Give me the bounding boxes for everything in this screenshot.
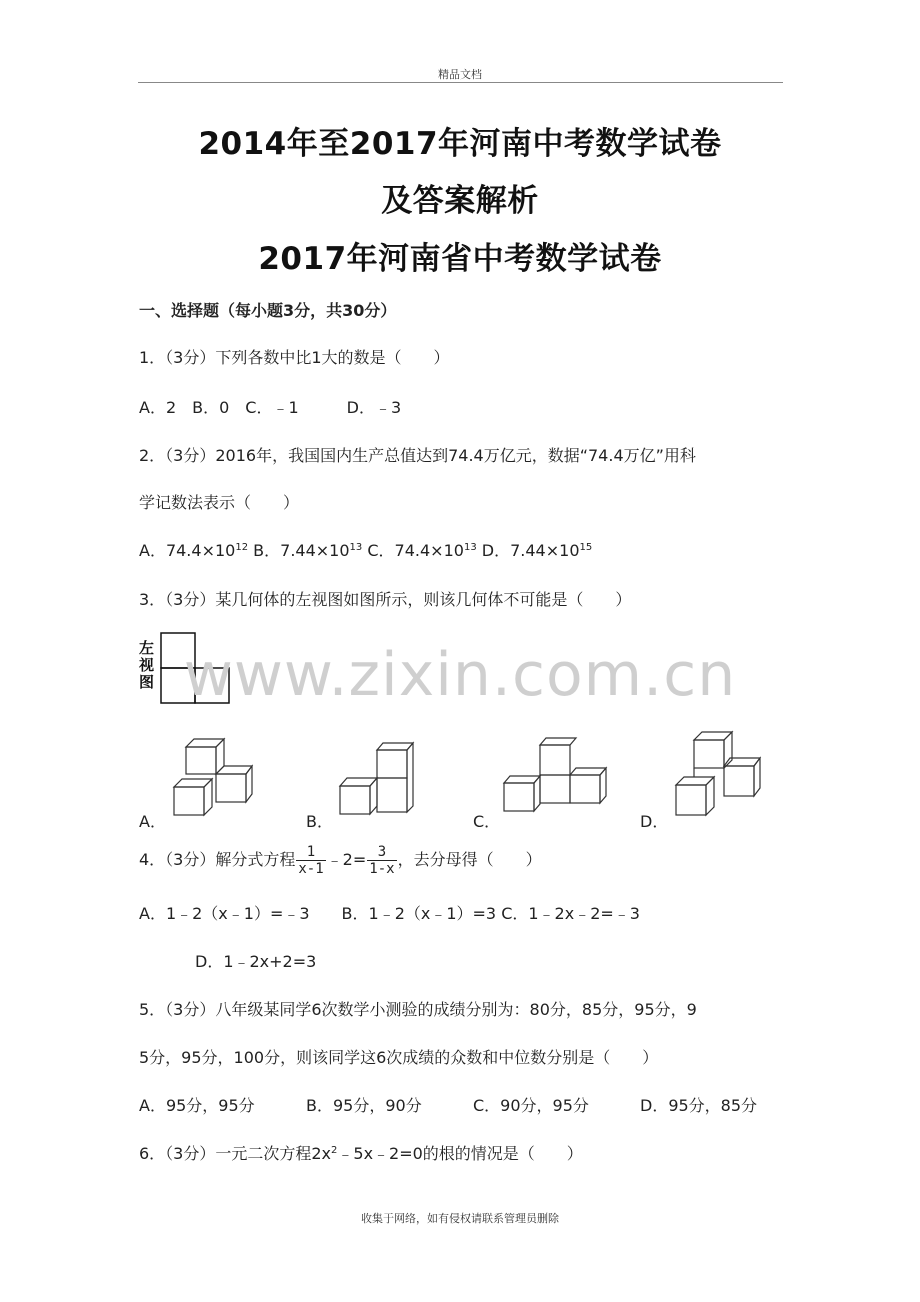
q4-stem [139,844,542,877]
q5-option-d: D．95分，85分 [640,1096,758,1115]
page-header: 精品文档 [438,68,482,81]
q6-stem-post: ﹣5x﹣2=0的根的情况是（ ） [337,1144,583,1163]
title-line-3: 2017年河南省中考数学试卷 [258,241,662,277]
left-view-char-1: 左 [139,639,155,657]
q5-stem-1: 5．（3分）八年级某同学6次数学小测验的成绩分别为：80分，85分，95分，9 [139,1000,697,1019]
section-heading: 一、选择题（每小题3分，共30分） [139,301,397,320]
q2-option-a: A．74.4×10 [139,541,236,560]
q4-stem-post: ，去分母得（ ） [397,850,542,869]
left-view-char-2: 视 [139,656,155,674]
q3-option-d-label: D． [640,812,669,831]
q1-options: A．2 B．0 C．﹣1 D．﹣3 [139,398,402,417]
q5-stem-2: 5分，95分，100分，则该同学这6次成绩的众数和中位数分别是（ ） [139,1048,659,1067]
q3-figure-c [500,735,612,820]
q4-stem-pre: 4．（3分）解分式方程 [139,850,296,869]
q4-f2-numerator: 3 [367,844,396,861]
title-line-1: 2014年至2017年河南中考数学试卷 [198,126,722,162]
q2-option-a-exp: 12 [235,542,249,553]
q4-options-2: D．1﹣2x+2=3 [195,952,317,971]
q4-f1-numerator: 1 [296,844,325,861]
q4-fraction-2 [367,844,396,877]
q4-fraction-1 [296,844,325,877]
left-view-char-3: 图 [139,673,155,691]
header-divider [138,82,783,83]
q2-options [139,538,592,561]
q4-stem-mid: ﹣2= [326,850,367,869]
q6-stem [139,1141,583,1164]
q6-stem-pre: 6．（3分）一元二次方程2x [139,1144,332,1163]
watermark: www.zixin.com.cn [183,640,737,710]
q3-figure-a [170,735,260,820]
q6-exponent: 2 [331,1145,338,1156]
q2-option-d-exp: 15 [579,542,593,553]
title-line-2: 及答案解析 [381,183,539,219]
q3-option-c-label: C． [473,812,501,831]
q5-option-c: C．90分，95分 [473,1096,589,1115]
q2-option-b: B．7.44×10 [253,541,350,560]
q3-option-b-label: B． [306,812,333,831]
q5-option-b: B．95分，90分 [306,1096,422,1115]
q4-options-1: A．1﹣2（x﹣1）=﹣3 B．1﹣2（x﹣1）=3 C．1﹣2x﹣2=﹣3 [139,904,640,923]
q3-figure-d [672,728,768,820]
q2-option-d: D．7.44×10 [481,541,580,560]
q3-option-a-label: A． [139,812,166,831]
q1-stem: 1．（3分）下列各数中比1大的数是（ ） [139,348,450,367]
q3-stem: 3．（3分）某几何体的左视图如图所示，则该几何体不可能是（ ） [139,590,632,609]
page-footer: 收集于网络，如有侵权请联系管理员删除 [361,1212,559,1225]
q2-option-c-exp: 13 [463,542,477,553]
q5-option-a: A．95分，95分 [139,1096,255,1115]
q2-stem-2: 学记数法表示（ ） [139,493,300,512]
q4-f2-denominator: 1-x [369,861,395,877]
q2-stem-1: 2．（3分）2016年，我国国内生产总值达到74.4万亿元，数据“74.4万亿”用科 [139,446,696,465]
q2-option-b-exp: 13 [349,542,363,553]
q2-option-c: C．74.4×10 [367,541,464,560]
q4-f1-denominator: x-1 [298,861,324,877]
q3-figure-b [335,740,425,820]
